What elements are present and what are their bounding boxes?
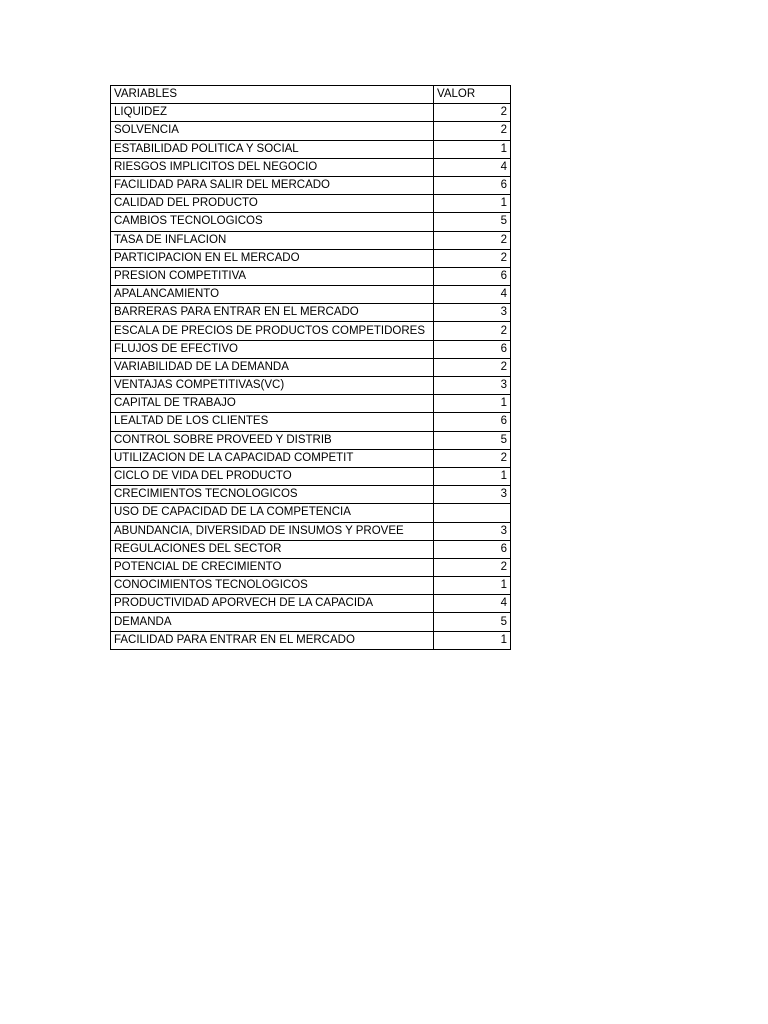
variable-cell: CONTROL SOBRE PROVEED Y DISTRIB (111, 431, 434, 449)
variable-cell: USO DE CAPACIDAD DE LA COMPETENCIA (111, 504, 434, 522)
value-cell: 3 (434, 522, 511, 540)
table-row (111, 304, 511, 322)
table-row (111, 213, 511, 231)
value-cell: 6 (434, 340, 511, 358)
variable-cell: CALIDAD DEL PRODUCTO (111, 195, 434, 213)
variable-cell: BARRERAS PARA ENTRAR EN EL MERCADO (111, 304, 434, 322)
value-cell: 2 (434, 449, 511, 467)
table-row (111, 231, 511, 249)
value-cell: 6 (434, 267, 511, 285)
table-row (111, 595, 511, 613)
variable-cell: VENTAJAS COMPETITIVAS(VC) (111, 377, 434, 395)
table-row (111, 158, 511, 176)
table-row (111, 431, 511, 449)
table-row (111, 322, 511, 340)
table-row (111, 467, 511, 485)
variable-cell: REGULACIONES DEL SECTOR (111, 540, 434, 558)
variable-cell: CRECIMIENTOS TECNOLOGICOS (111, 486, 434, 504)
table-row (111, 104, 511, 122)
variable-cell: ABUNDANCIA, DIVERSIDAD DE INSUMOS Y PROVEE (111, 522, 434, 540)
variable-cell: TASA DE INFLACION (111, 231, 434, 249)
table-row (111, 122, 511, 140)
value-cell: 3 (434, 377, 511, 395)
value-cell: 1 (434, 195, 511, 213)
value-cell: 2 (434, 358, 511, 376)
variable-cell: VARIABILIDAD DE LA DEMANDA (111, 358, 434, 376)
variable-cell: LIQUIDEZ (111, 104, 434, 122)
value-cell: 5 (434, 431, 511, 449)
value-cell: 6 (434, 413, 511, 431)
value-cell: 1 (434, 631, 511, 649)
value-cell: 2 (434, 122, 511, 140)
value-cell: 4 (434, 286, 511, 304)
table-header-row (111, 86, 511, 104)
variable-cell: POTENCIAL DE CRECIMIENTO (111, 558, 434, 576)
value-cell: 2 (434, 249, 511, 267)
value-cell: 2 (434, 558, 511, 576)
variable-cell: FLUJOS DE EFECTIVO (111, 340, 434, 358)
value-cell: 5 (434, 213, 511, 231)
value-cell: 5 (434, 613, 511, 631)
value-cell: 6 (434, 540, 511, 558)
value-cell: 1 (434, 395, 511, 413)
table-row (111, 358, 511, 376)
variable-cell: DEMANDA (111, 613, 434, 631)
table-row (111, 504, 511, 522)
variable-cell: LEALTAD DE LOS CLIENTES (111, 413, 434, 431)
table-row (111, 449, 511, 467)
variable-cell: PRODUCTIVIDAD APORVECH DE LA CAPACIDA (111, 595, 434, 613)
value-cell: 4 (434, 158, 511, 176)
variable-cell: SOLVENCIA (111, 122, 434, 140)
value-cell: 3 (434, 304, 511, 322)
variable-cell: ESTABILIDAD POLITICA Y SOCIAL (111, 140, 434, 158)
value-cell: 2 (434, 231, 511, 249)
table-row (111, 267, 511, 285)
table-row (111, 395, 511, 413)
variable-cell: CAMBIOS TECNOLOGICOS (111, 213, 434, 231)
variables-table (110, 85, 511, 650)
table-row (111, 613, 511, 631)
value-cell: 3 (434, 486, 511, 504)
table-row (111, 140, 511, 158)
table-row (111, 486, 511, 504)
value-cell: 2 (434, 322, 511, 340)
table-row (111, 176, 511, 194)
variable-cell: PARTICIPACION EN EL MERCADO (111, 249, 434, 267)
variable-cell: FACILIDAD PARA SALIR DEL MERCADO (111, 176, 434, 194)
table-row (111, 286, 511, 304)
table-body (111, 86, 511, 650)
table-row (111, 249, 511, 267)
header-variables: VARIABLES (111, 86, 434, 104)
table-row (111, 195, 511, 213)
variables-sheet (110, 85, 511, 650)
variable-cell: ESCALA DE PRECIOS DE PRODUCTOS COMPETIDORES (111, 322, 434, 340)
header-valor: VALOR (434, 86, 511, 104)
value-cell: 1 (434, 140, 511, 158)
table-row (111, 558, 511, 576)
table-row (111, 377, 511, 395)
value-cell: 1 (434, 467, 511, 485)
value-cell (434, 504, 511, 522)
table-row (111, 522, 511, 540)
table-row (111, 577, 511, 595)
variable-cell: PRESION COMPETITIVA (111, 267, 434, 285)
value-cell: 4 (434, 595, 511, 613)
variable-cell: CONOCIMIENTOS TECNOLOGICOS (111, 577, 434, 595)
value-cell: 1 (434, 577, 511, 595)
variable-cell: APALANCAMIENTO (111, 286, 434, 304)
variable-cell: UTILIZACION DE LA CAPACIDAD COMPETIT (111, 449, 434, 467)
variable-cell: CAPITAL DE TRABAJO (111, 395, 434, 413)
variable-cell: FACILIDAD PARA ENTRAR EN EL MERCADO (111, 631, 434, 649)
variable-cell: RIESGOS IMPLICITOS DEL NEGOCIO (111, 158, 434, 176)
table-row (111, 631, 511, 649)
table-row (111, 540, 511, 558)
table-row (111, 340, 511, 358)
variable-cell: CICLO DE VIDA DEL PRODUCTO (111, 467, 434, 485)
value-cell: 6 (434, 176, 511, 194)
value-cell: 2 (434, 104, 511, 122)
table-row (111, 413, 511, 431)
